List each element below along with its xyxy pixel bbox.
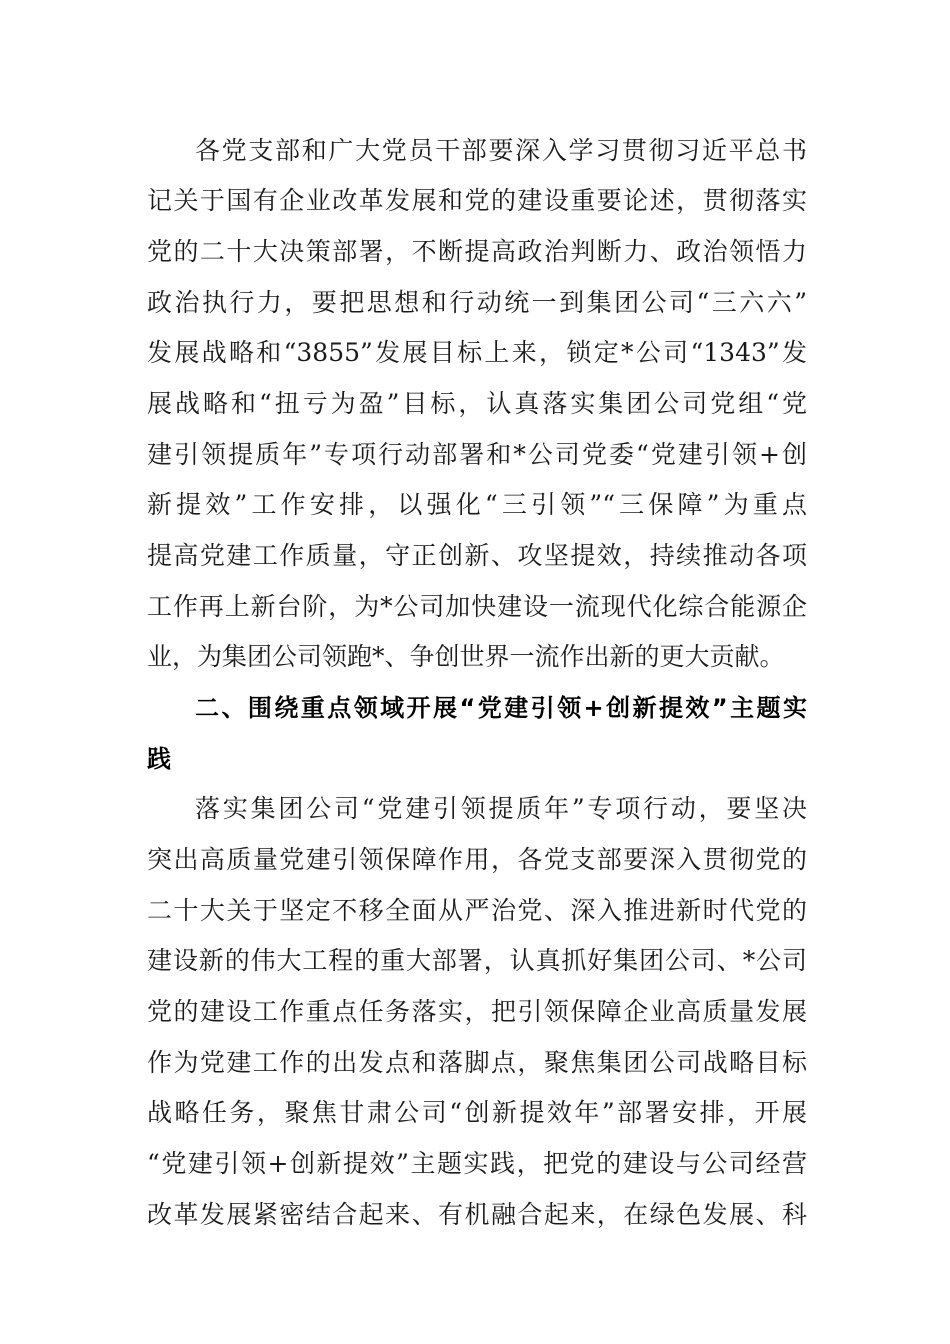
paragraph-line: 发展战略和“3855”发展目标上来，锁定*公司“1343”发 bbox=[147, 338, 807, 367]
paragraph-line: 提高党建工作质量，守正创新、攻坚提效，持续推动各项 bbox=[147, 541, 807, 570]
paragraph-line: 工作再上新台阶，为*公司加快建设一流现代化综合能源企 bbox=[147, 592, 807, 621]
paragraph-line: 落实集团公司“党建引领提质年”专项行动，要坚决 bbox=[195, 794, 807, 823]
paragraph-line: 记关于国有企业改革发展和党的建设重要论述，贯彻落实 bbox=[147, 186, 807, 215]
paragraph-line: 改革发展紧密结合起来、有机融合起来，在绿色发展、科 bbox=[147, 1200, 807, 1229]
heading-line: 践 bbox=[147, 745, 171, 773]
paragraph-line: 建引领提质年”专项行动部署和*公司党委“党建引领+创 bbox=[147, 440, 807, 469]
paragraph-line: 突出高质量党建引领保障作用，各党支部要深入贯彻党的 bbox=[147, 845, 807, 874]
heading-line: 二、围绕重点领域开展“党建引领+创新提效”主题实 bbox=[195, 694, 807, 722]
paragraph-line: 党的建设工作重点任务落实，把引领保障企业高质量发展 bbox=[147, 997, 807, 1026]
paragraph-line: 展战略和“扭亏为盈”目标，认真落实集团公司党组“党 bbox=[147, 389, 807, 418]
paragraph-line: 各党支部和广大党员干部要深入学习贯彻习近平总书 bbox=[195, 136, 807, 165]
paragraph-line: 建设新的伟大工程的重大部署，认真抓好集团公司、*公司 bbox=[147, 946, 807, 975]
paragraph-line: “党建引领+创新提效”主题实践，把党的建设与公司经营 bbox=[147, 1149, 807, 1178]
paragraph-line: 二十大关于坚定不移全面从严治党、深入推进新时代党的 bbox=[147, 896, 807, 925]
paragraph-line: 作为党建工作的出发点和落脚点，聚焦集团公司战略目标 bbox=[147, 1048, 807, 1077]
paragraph-line: 新提效”工作安排，以强化“三引领”“三保障”为重点 bbox=[147, 490, 807, 519]
paragraph-line: 战略任务，聚焦甘肃公司“创新提效年”部署安排，开展 bbox=[147, 1098, 807, 1127]
paragraph-line: 党的二十大决策部署，不断提高政治判断力、政治领悟力 bbox=[147, 237, 807, 266]
paragraph-line: 政治执行力，要把思想和行动统一到集团公司“三六六” bbox=[147, 288, 807, 317]
paragraph-line: 业，为集团公司领跑*、争创世界一流作出新的更大贡献。 bbox=[147, 642, 785, 671]
